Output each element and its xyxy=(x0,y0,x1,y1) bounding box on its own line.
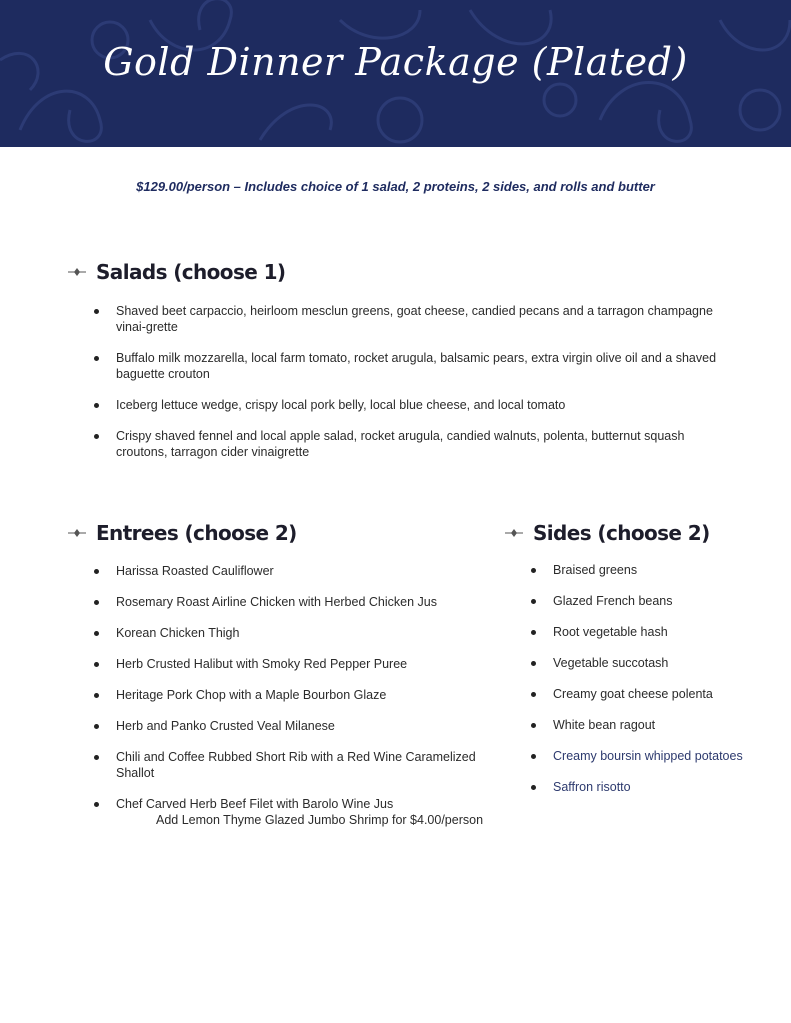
list-item: Shaved beet carpaccio, heirloom mesclun greens, goat cheese, candied pecans and a tarragon champagne vinai-grette xyxy=(92,303,732,335)
list-item: Harissa Roasted Cauliflower xyxy=(92,563,512,579)
list-item: Buffalo milk mozzarella, local farm tomato, rocket arugula, balsamic pears, extra virgin olive oil and a shaved baguette crouton xyxy=(92,350,732,382)
sides-heading: Sides (choose 2) xyxy=(533,521,710,545)
sides-list xyxy=(529,562,769,810)
header-banner xyxy=(0,0,791,147)
list-item: Creamy boursin whipped potatoes xyxy=(529,748,769,764)
sides-heading-row xyxy=(505,521,710,545)
list-item: Saffron risotto xyxy=(529,779,769,795)
list-item xyxy=(92,796,512,828)
list-item: Braised greens xyxy=(529,562,769,578)
entree-filet: Chef Carved Herb Beef Filet with Barolo Wine Jus xyxy=(116,797,394,811)
list-item: Vegetable succotash xyxy=(529,655,769,671)
salads-list xyxy=(92,303,732,475)
entrees-heading-row xyxy=(68,521,297,545)
list-item: Herb Crusted Halibut with Smoky Red Pepper Puree xyxy=(92,656,512,672)
package-pricing: $129.00/person – Includes choice of 1 salad, 2 proteins, 2 sides, and rolls and butter xyxy=(136,179,655,194)
list-item: Heritage Pork Chop with a Maple Bourbon Glaze xyxy=(92,687,512,703)
list-item: Crispy shaved fennel and local apple salad, rocket arugula, candied walnuts, polenta, butternut squash croutons, tarragon cider vinaigrette xyxy=(92,428,732,460)
list-item: Chili and Coffee Rubbed Short Rib with a Red Wine Caramelized Shallot xyxy=(92,749,512,781)
page-title: Gold Dinner Package (Plated) xyxy=(103,40,688,84)
fleuron-icon xyxy=(68,266,86,278)
list-item: Korean Chicken Thigh xyxy=(92,625,512,641)
fleuron-icon xyxy=(505,527,523,539)
list-item: Iceberg lettuce wedge, crispy local pork belly, local blue cheese, and local tomato xyxy=(92,397,732,413)
list-item: Glazed French beans xyxy=(529,593,769,609)
list-item: Root vegetable hash xyxy=(529,624,769,640)
list-item: Rosemary Roast Airline Chicken with Herbed Chicken Jus xyxy=(92,594,512,610)
list-item: Herb and Panko Crusted Veal Milanese xyxy=(92,718,512,734)
list-item: White bean ragout xyxy=(529,717,769,733)
entrees-heading: Entrees (choose 2) xyxy=(96,521,297,545)
addon-note: Add Lemon Thyme Glazed Jumbo Shrimp for $4.00/person xyxy=(156,813,484,827)
list-item: Creamy goat cheese polenta xyxy=(529,686,769,702)
fleuron-icon xyxy=(68,527,86,539)
salads-heading-row xyxy=(68,260,285,284)
salads-heading: Salads (choose 1) xyxy=(96,260,286,284)
entrees-list xyxy=(92,563,512,843)
